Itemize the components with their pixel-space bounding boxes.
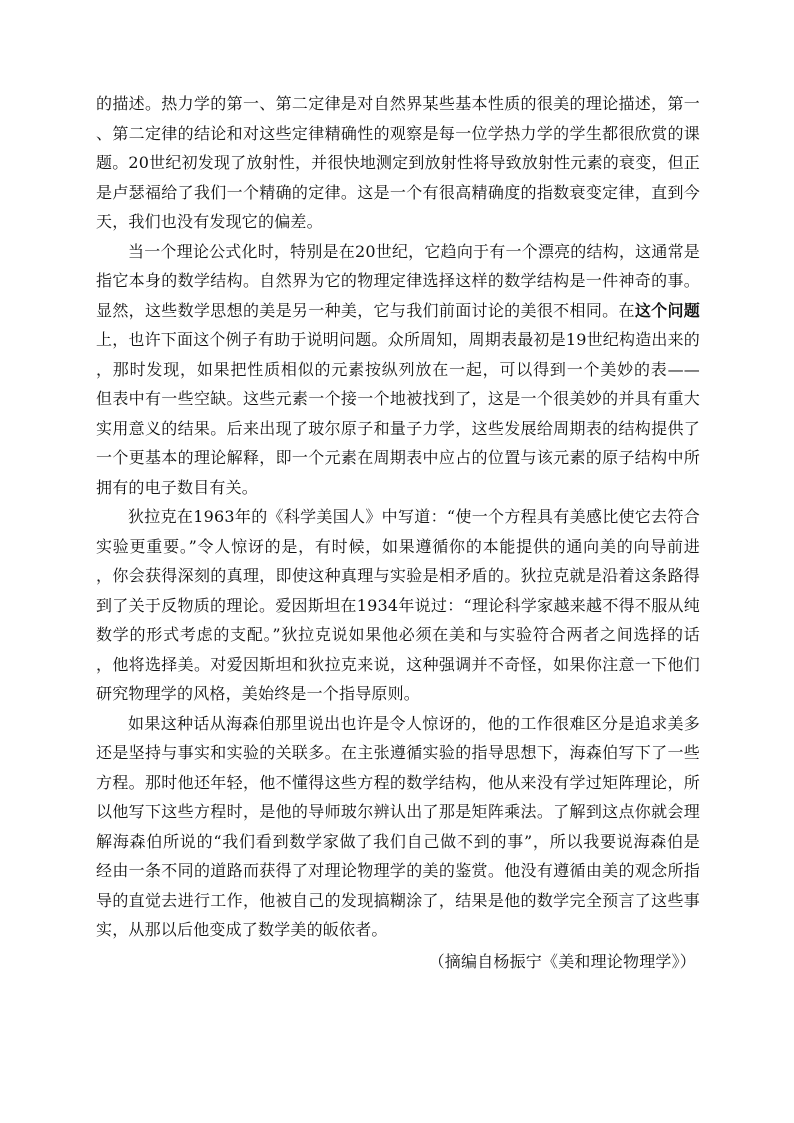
text-line (96, 296, 700, 326)
text-line: 以他写下这些方程时，是他的导师玻尔辨认出了那是矩阵乘法。了解到这点你就会理 (96, 802, 700, 821)
text-line: ，你会获得深刻的真理，即使这种真理与实验是相矛盾的。狄拉克就是沿着这条路得 (96, 566, 700, 585)
text-segment: 显然，这些数学思想的美是另一种美，它与我们前面讨论的美很不相同。在 (96, 300, 635, 320)
text-line: 但表中有一些空缺。这些元素一个接一个地被找到了，这是一个很美妙的并具有重大 (96, 389, 700, 408)
text-line: 天，我们也没有发现它的偏差。 (96, 212, 323, 231)
text-line: 上，也许下面这个例子有助于说明问题。众所周知，周期表最初是19世纪构造出来的 (96, 330, 700, 349)
text-line: 、第二定律的结论和对这些定律精确性的观察是每一位学热力学的学生都很欣赏的课 (96, 123, 700, 143)
text-line: 是卢瑟福给了我们一个精确的定律。这是一个有很高精确度的指数衰变定律，直到今 (96, 182, 700, 202)
citation: （摘编自杨振宁《美和理论物理学》） (428, 951, 696, 971)
paragraph-1 (96, 89, 700, 237)
text-line: 解海森伯所说的“我们看到数学家做了我们自己做不到的事”，所以我要说海森伯是 (96, 831, 700, 851)
text-line: 如果这种话从海森伯那里说出也许是令人惊讶的，他的工作很难区分是追求美多 (128, 713, 700, 733)
text-line: 实用意义的结果。后来出现了玻尔原子和量子力学，这些发展给周期表的结构提供了 (96, 418, 700, 438)
text-line: 经由一条不同的道路而获得了对理论物理学的美的鉴赏。他没有遵循由美的观念所指 (96, 861, 700, 880)
text-line: 实验更重要。”令人惊讶的是，有时候，如果遵循你的本能提供的通向美的向导前进 (96, 536, 700, 556)
text-line: 指它本身的数学结构。自然界为它的物理定律选择这样的数学结构是一件神奇的事。 (96, 271, 700, 290)
bold-phrase: 这个问题 (634, 300, 700, 320)
text-line: 研究物理学的风格，美始终是一个指导原则。 (96, 684, 421, 703)
text-line: 的描述。热力学的第一、第二定律是对自然界某些基本性质的很美的理论描述，第一 (96, 94, 700, 113)
paragraph-3 (96, 502, 700, 709)
text-line: 方程。那时他还年轻，他不懂得这些方程的数学结构，他从来没有学过矩阵理论，所 (96, 772, 700, 792)
text-line: 题。20世纪初发现了放射性，并很快地测定到放射性将导致放射性元素的衰变，但正 (96, 153, 700, 172)
text-line: 拥有的电子数目有关。 (96, 477, 259, 497)
text-line: 狄拉克在1963年的《科学美国人》中写道：“使一个方程具有美感比使它去符合 (128, 507, 700, 526)
text-line: 导的直觉去进行工作，他被自己的发现搞糊涂了，结果是他的数学完全预言了这些事 (96, 890, 700, 910)
text-line: 还是坚持与事实和实验的关联多。在主张遵循实验的指导思想下，海森伯写下了一些 (96, 743, 700, 762)
text-line: 一个更基本的理论解释，即一个元素在周期表中应占的位置与该元素的原子结构中所 (96, 448, 700, 467)
text-line: ，那时发现，如果把性质相似的元素按纵列放在一起，可以得到一个美妙的表—— (96, 359, 700, 379)
text-line: 当一个理论公式化时，特别是在20世纪，它趋向于有一个漂亮的结构，这通常是 (128, 241, 700, 261)
text-line: 数学的形式考虑的支配。”狄拉克说如果他必须在美和与实验符合两者之间选择的话 (96, 625, 700, 644)
text-line: ，他将选择美。对爱因斯坦和狄拉克来说，这种强调并不奇怪，如果你注意一下他们 (96, 654, 700, 674)
text-line: 到了关于反物质的理论。爱因斯坦在1934年说过：“理论科学家越来越不得不服从纯 (96, 595, 700, 615)
paragraph-4 (96, 709, 700, 945)
text-line: 实，从那以后他变成了数学美的皈依者。 (96, 920, 388, 939)
paragraph-2 (96, 237, 700, 503)
article-body (96, 89, 700, 976)
